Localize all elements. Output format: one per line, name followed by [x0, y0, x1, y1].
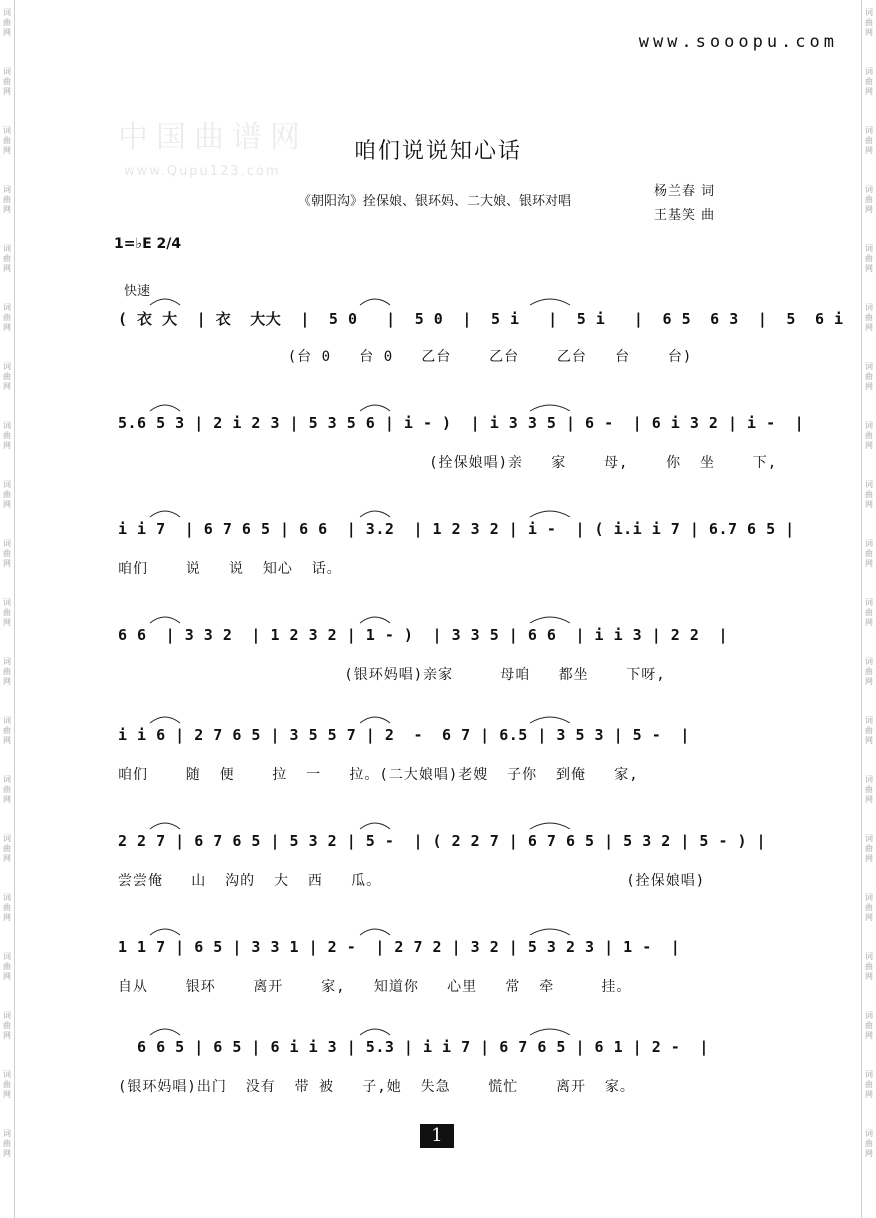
- watermark-char: 网: [865, 913, 873, 922]
- watermark-block: [862, 657, 876, 716]
- watermark-block: [862, 1129, 876, 1188]
- watermark-char: 曲: [3, 549, 11, 558]
- watermark-block: [0, 480, 14, 539]
- watermark-char: 词: [3, 1129, 11, 1138]
- watermark-char: 网: [865, 795, 873, 804]
- slur-row: [110, 504, 790, 518]
- watermark-char: 网: [3, 972, 11, 981]
- watermark-char: 网: [3, 854, 11, 863]
- watermark-block: [862, 244, 876, 303]
- watermark-block: [862, 952, 876, 1011]
- watermark-char: 曲: [3, 608, 11, 617]
- watermark-char: 网: [865, 559, 873, 568]
- watermark-block: [862, 421, 876, 480]
- watermark-char: 网: [3, 264, 11, 273]
- watermark-char: 词: [865, 716, 873, 725]
- watermark-char: 曲: [865, 844, 873, 853]
- watermark-char: 曲: [865, 1021, 873, 1030]
- right-watermark-strip: [861, 0, 876, 1218]
- notation-line: i i 6 | 2 7 6 5 | 3 5 5 7 | 2 - 6 7 | 6.5 | 3 5 3 | 5 - |: [118, 726, 690, 744]
- watermark-char: 词: [3, 716, 11, 725]
- watermark-block: [0, 244, 14, 303]
- watermark-block: [862, 8, 876, 67]
- watermark-char: 网: [3, 559, 11, 568]
- watermark-char: 曲: [3, 785, 11, 794]
- watermark-char: 曲: [3, 844, 11, 853]
- lyrics-line: (拴保娘唱)亲 家 母, 你 坐 下,: [118, 455, 778, 471]
- watermark-char: 网: [865, 146, 873, 155]
- watermark-char: 曲: [3, 1139, 11, 1148]
- watermark-char: 曲: [3, 136, 11, 145]
- watermark-block: [0, 8, 14, 67]
- watermark-char: 网: [3, 677, 11, 686]
- notation-line: i i 7 | 6 7 6 5 | 6 6 | 3.2 | 1 2 3 2 | i - | ( i.i i 7 | 6.7 6 5 |: [118, 520, 795, 538]
- watermark-block: [862, 480, 876, 539]
- watermark-char: 网: [3, 1090, 11, 1099]
- watermark-block: [0, 1070, 14, 1129]
- watermark-block: [862, 303, 876, 362]
- slur-row: [110, 398, 790, 412]
- watermark-char: 词: [865, 185, 873, 194]
- left-watermark-strip: [0, 0, 15, 1218]
- watermark-char: 词: [865, 598, 873, 607]
- watermark-char: 词: [3, 598, 11, 607]
- watermark-char: 词: [3, 1011, 11, 1020]
- watermark-char: 网: [3, 1149, 11, 1158]
- watermark-block: [0, 67, 14, 126]
- watermark-char: 词: [865, 126, 873, 135]
- lyrics-line: (银环妈唱)亲家 母咱 都坐 下呀,: [118, 667, 666, 683]
- watermark-char: 词: [865, 1011, 873, 1020]
- watermark-char: 网: [865, 28, 873, 37]
- watermark-char: 词: [865, 657, 873, 666]
- watermark-char: 曲: [865, 372, 873, 381]
- watermark-char: 网: [3, 736, 11, 745]
- watermark-char: 曲: [865, 77, 873, 86]
- watermark-block: [0, 539, 14, 598]
- watermark-char: 网: [865, 618, 873, 627]
- watermark-char: 网: [865, 1090, 873, 1099]
- tempo-marking: 快速: [124, 284, 151, 299]
- watermark-char: 网: [3, 913, 11, 922]
- watermark-char: 曲: [865, 313, 873, 322]
- watermark-char: 词: [865, 775, 873, 784]
- faint-watermark: 中国曲谱网: [118, 120, 308, 155]
- watermark-block: [862, 1011, 876, 1070]
- watermark-block: [862, 598, 876, 657]
- watermark-block: [0, 952, 14, 1011]
- key-signature: 1=♭E 2/4: [114, 236, 182, 252]
- watermark-char: 网: [865, 1149, 873, 1158]
- watermark-block: [862, 893, 876, 952]
- watermark-char: 曲: [865, 726, 873, 735]
- watermark-block: [0, 893, 14, 952]
- watermark-char: 曲: [3, 431, 11, 440]
- watermark-char: 网: [865, 264, 873, 273]
- slur-row: [110, 922, 790, 936]
- watermark-block: [0, 657, 14, 716]
- watermark-char: 曲: [865, 431, 873, 440]
- lyrics-line: (银环妈唱)出门 没有 带 被 子,她 失急 慌忙 离开 家。: [118, 1079, 635, 1095]
- watermark-block: [862, 362, 876, 421]
- watermark-char: 网: [865, 382, 873, 391]
- watermark-char: 曲: [3, 903, 11, 912]
- watermark-char: 曲: [3, 962, 11, 971]
- watermark-char: 词: [865, 421, 873, 430]
- watermark-char: 曲: [3, 313, 11, 322]
- watermark-char: 网: [865, 500, 873, 509]
- watermark-char: 网: [865, 1031, 873, 1040]
- watermark-char: 曲: [3, 667, 11, 676]
- watermark-char: 曲: [865, 490, 873, 499]
- watermark-char: 曲: [865, 608, 873, 617]
- watermark-char: 网: [865, 854, 873, 863]
- page-number: 1: [420, 1124, 454, 1148]
- watermark-char: 词: [3, 539, 11, 548]
- watermark-char: 网: [3, 146, 11, 155]
- watermark-char: 曲: [865, 785, 873, 794]
- watermark-char: 网: [3, 441, 11, 450]
- lyrics-line: 咱们 说 说 知心 话。: [118, 561, 342, 577]
- watermark-char: 网: [865, 736, 873, 745]
- lyricist-credit: 杨兰春 词: [654, 184, 716, 199]
- watermark-block: [862, 775, 876, 834]
- watermark-char: 词: [3, 362, 11, 371]
- watermark-char: 曲: [3, 195, 11, 204]
- notation-line: 2 2 7 | 6 7 6 5 | 5 3 2 | 5 - | ( 2 2 7 | 6 7 6 5 | 5 3 2 | 5 - ) |: [118, 832, 767, 850]
- watermark-block: [0, 421, 14, 480]
- watermark-char: 曲: [3, 490, 11, 499]
- watermark-block: [862, 185, 876, 244]
- notation-line: 5.6 5 3 | 2 i 2 3 | 5 3 5 6 | i - ) | i 3 3 5 | 6 - | 6 i 3 2 | i - |: [118, 414, 805, 432]
- watermark-block: [862, 67, 876, 126]
- watermark-char: 曲: [865, 903, 873, 912]
- watermark-char: 网: [865, 972, 873, 981]
- lyrics-line: 咱们 随 便 拉 一 拉。(二大娘唱)老嫂 子你 到俺 家,: [118, 767, 639, 783]
- watermark-char: 词: [3, 657, 11, 666]
- site-url[interactable]: www.sooopu.com: [638, 32, 838, 52]
- watermark-char: 词: [865, 362, 873, 371]
- watermark-char: 曲: [865, 195, 873, 204]
- watermark-block: [862, 1070, 876, 1129]
- watermark-char: 词: [865, 834, 873, 843]
- watermark-char: 曲: [865, 962, 873, 971]
- watermark-char: 曲: [865, 1139, 873, 1148]
- watermark-char: 网: [3, 323, 11, 332]
- watermark-char: 曲: [865, 254, 873, 263]
- notation-line: ( 衣 大 | 衣 大大 | 5 0 | 5 0 | 5 i | 5 i | 6 5 6 3 | 5 6 i: [118, 310, 844, 328]
- watermark-char: 词: [3, 480, 11, 489]
- watermark-char: 曲: [865, 1080, 873, 1089]
- watermark-char: 曲: [3, 18, 11, 27]
- watermark-char: 词: [3, 952, 11, 961]
- watermark-char: 曲: [3, 1080, 11, 1089]
- watermark-block: [0, 303, 14, 362]
- watermark-block: [0, 185, 14, 244]
- watermark-block: [862, 834, 876, 893]
- watermark-block: [0, 834, 14, 893]
- watermark-char: 网: [3, 618, 11, 627]
- watermark-block: [862, 716, 876, 775]
- slur-row: [110, 292, 790, 306]
- watermark-block: [0, 1129, 14, 1188]
- watermark-char: 词: [3, 185, 11, 194]
- lyrics-line: 自从 银环 离开 家, 知道你 心里 常 牵 挂。: [118, 979, 632, 995]
- watermark-char: 网: [3, 28, 11, 37]
- watermark-char: 网: [865, 441, 873, 450]
- watermark-char: 网: [3, 1031, 11, 1040]
- right-watermark-column: [862, 8, 876, 1188]
- watermark-block: [0, 775, 14, 834]
- notation-line: 6 6 | 3 3 2 | 1 2 3 2 | 1 - ) | 3 3 5 | 6 6 | i i 3 | 2 2 |: [118, 626, 728, 644]
- watermark-char: 曲: [3, 726, 11, 735]
- watermark-char: 词: [3, 1070, 11, 1079]
- left-watermark-column: [0, 8, 14, 1188]
- watermark-char: 词: [3, 8, 11, 17]
- watermark-char: 网: [3, 205, 11, 214]
- watermark-char: 曲: [865, 136, 873, 145]
- watermark-char: 网: [3, 795, 11, 804]
- watermark-block: [862, 539, 876, 598]
- slur-row: [110, 710, 790, 724]
- composer-credit: 王基笑 曲: [654, 208, 716, 223]
- watermark-char: 曲: [865, 549, 873, 558]
- watermark-char: 词: [3, 834, 11, 843]
- watermark-char: 网: [3, 500, 11, 509]
- watermark-char: 词: [3, 244, 11, 253]
- watermark-char: 词: [3, 421, 11, 430]
- faint-watermark-url: www.Qupu123.com: [124, 164, 281, 179]
- watermark-char: 词: [865, 303, 873, 312]
- watermark-char: 网: [865, 677, 873, 686]
- watermark-char: 词: [865, 480, 873, 489]
- watermark-char: 词: [865, 893, 873, 902]
- watermark-char: 曲: [3, 372, 11, 381]
- watermark-char: 词: [865, 952, 873, 961]
- watermark-block: [0, 362, 14, 421]
- notation-line: 6 6 5 | 6 5 | 6 i i 3 | 5.3 | i i 7 | 6 7 6 5 | 6 1 | 2 - |: [118, 1038, 709, 1056]
- watermark-char: 曲: [3, 254, 11, 263]
- watermark-char: 词: [3, 67, 11, 76]
- watermark-char: 网: [865, 205, 873, 214]
- slur-row: [110, 816, 790, 830]
- slur-row: [110, 610, 790, 624]
- watermark-char: 网: [865, 323, 873, 332]
- watermark-char: 词: [3, 775, 11, 784]
- lyrics-line: 尝尝俺 山 沟的 大 西 瓜。 (拴保娘唱): [118, 873, 706, 889]
- watermark-char: 词: [3, 303, 11, 312]
- watermark-char: 曲: [865, 18, 873, 27]
- watermark-char: 曲: [3, 77, 11, 86]
- watermark-char: 词: [865, 539, 873, 548]
- watermark-char: 词: [3, 893, 11, 902]
- watermark-block: [0, 598, 14, 657]
- watermark-char: 词: [865, 67, 873, 76]
- watermark-char: 网: [865, 87, 873, 96]
- lyrics-line: (台 0 台 0 乙台 乙台 乙台 台 台): [118, 349, 693, 365]
- watermark-char: 词: [865, 8, 873, 17]
- watermark-char: 词: [865, 1129, 873, 1138]
- notation-line: 1 1 7 | 6 5 | 3 3 1 | 2 - | 2 7 2 | 3 2 | 5 3 2 3 | 1 - |: [118, 938, 681, 956]
- watermark-char: 网: [3, 87, 11, 96]
- watermark-char: 词: [3, 126, 11, 135]
- watermark-block: [0, 716, 14, 775]
- watermark-block: [0, 1011, 14, 1070]
- watermark-char: 曲: [865, 667, 873, 676]
- page-title: 咱们说说知心话: [353, 139, 522, 164]
- subtitle: 《朝阳沟》拴保娘、银环妈、二大娘、银环对唱: [298, 194, 572, 209]
- watermark-char: 网: [3, 382, 11, 391]
- watermark-char: 词: [865, 1070, 873, 1079]
- watermark-char: 曲: [3, 1021, 11, 1030]
- watermark-char: 词: [865, 244, 873, 253]
- slur-row: [110, 1022, 790, 1036]
